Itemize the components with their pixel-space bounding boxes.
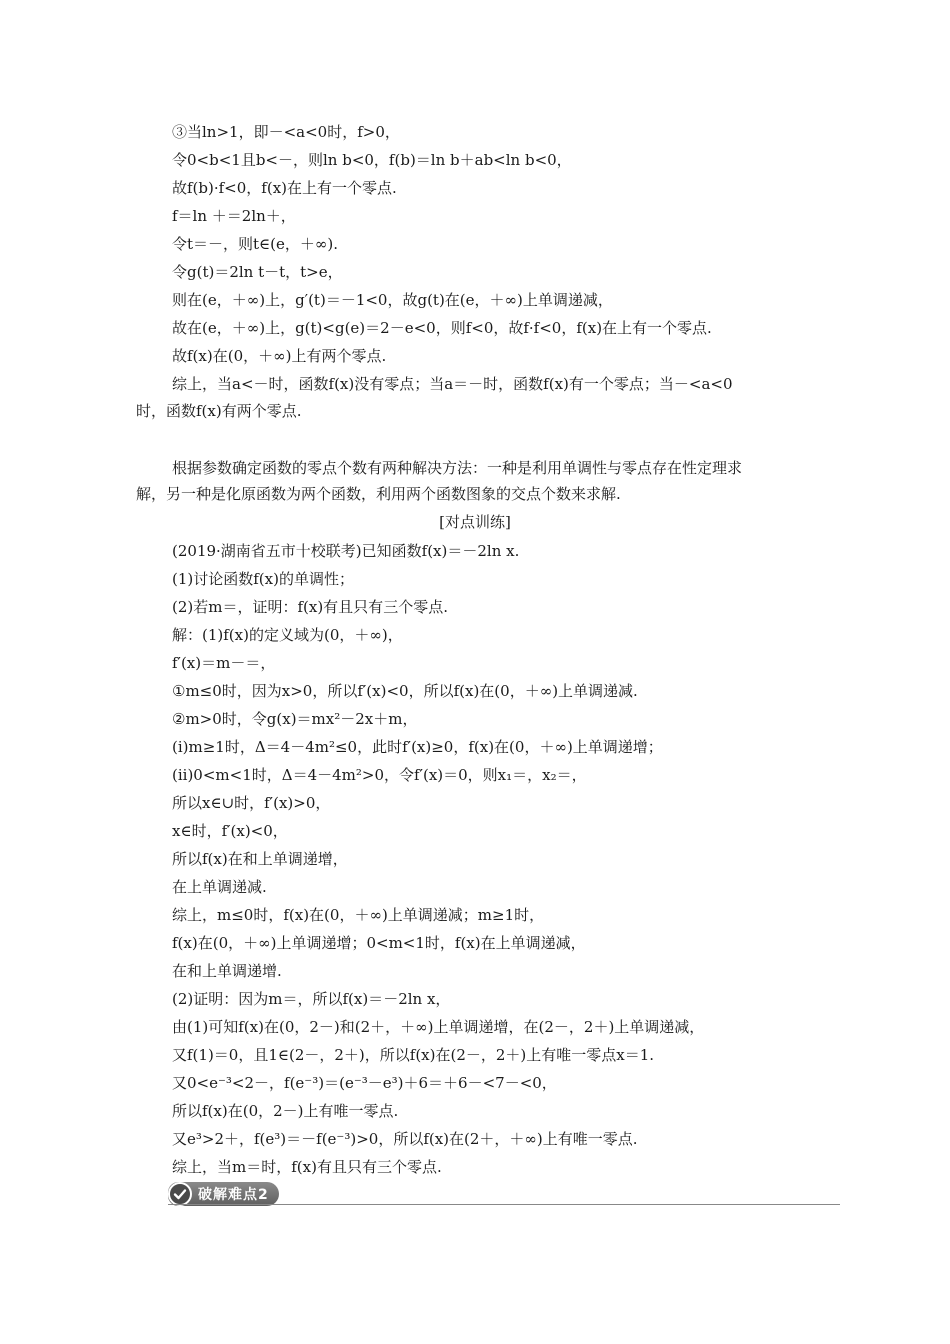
section-badge-pill — [168, 1182, 279, 1206]
text-line: f′(x)＝m－＝， — [172, 654, 276, 672]
text-line: 故f(b)·f<0，f(x)在上有一个零点. — [172, 179, 397, 197]
text-line: (1)讨论函数f(x)的单调性； — [172, 570, 354, 588]
text-line: 在和上单调递增. — [172, 962, 282, 980]
text-line: 又e³>2＋，f(e³)＝－f(e⁻³)>0，所以f(x)在(2＋，＋∞)上有唯一零点. — [172, 1130, 638, 1148]
text-line: (2)证明：因为m＝，所以f(x)＝－2ln x， — [172, 990, 451, 1008]
text-line: 解：(1)f(x)的定义域为(0，＋∞)， — [172, 626, 403, 644]
text-line: 综上，m≤0时，f(x)在(0，＋∞)上单调递减；m≥1时， — [172, 906, 545, 924]
text-line: 由(1)可知f(x)在(0，2－)和(2＋，＋∞)上单调递增，在(2－，2＋)上单调递减， — [172, 1018, 705, 1036]
text-line: 故f(x)在(0，＋∞)上有两个零点. — [172, 347, 387, 365]
text-line: 综上，当m＝时，f(x)有且只有三个零点. — [172, 1158, 442, 1176]
text-line: 又f(1)＝0，且1∈(2－，2＋)，所以f(x)在(2－，2＋)上有唯一零点x＝1. — [172, 1046, 655, 1064]
text-line: 所以f(x)在和上单调递增， — [172, 850, 348, 868]
text-line: ①m≤0时，因为x>0，所以f′(x)<0，所以f(x)在(0，＋∞)上单调递减. — [172, 682, 638, 700]
text-line: 又0<e⁻³<2－，f(e⁻³)＝(e⁻³－e³)＋6＝＋6－<7－<0， — [172, 1074, 557, 1092]
text-line: 令g(t)＝2ln t－t，t>e， — [172, 263, 343, 281]
text-line: 综上，当a<－时，函数f(x)没有零点；当a＝－时，函数f(x)有一个零点；当－<a<0 — [172, 375, 733, 393]
text-line: ③当ln>1，即－<a<0时，f>0， — [172, 123, 400, 141]
section-badge-label: 破解难点2 — [198, 1187, 269, 1203]
text-line: (2019·湖南省五市十校联考)已知函数f(x)＝－2ln x. — [172, 542, 520, 560]
text-line: x∈时，f′(x)<0， — [172, 822, 288, 840]
text-line: 令t＝－，则t∈(e，＋∞). — [172, 235, 339, 253]
text-line: 所以x∈∪时，f′(x)>0， — [172, 794, 331, 812]
section-divider — [168, 1204, 840, 1205]
text-line: 所以f(x)在(0，2－)上有唯一零点. — [172, 1102, 399, 1120]
text-line: (2)若m＝，证明：f(x)有且只有三个零点. — [172, 598, 448, 616]
text-line: (ii)0<m<1时，Δ＝4－4m²>0，令f′(x)＝0，则x₁＝，x₂＝， — [172, 766, 587, 784]
text-line: (i)m≥1时，Δ＝4－4m²≤0，此时f′(x)≥0，f(x)在(0，＋∞)上单调递增； — [172, 738, 663, 756]
method-summary-line: 解，另一种是化原函数为两个函数，利用两个函数图象的交点个数来求解. — [136, 485, 621, 503]
text-line: ②m>0时，令g(x)＝mx²－2x＋m， — [172, 710, 418, 728]
text-line: 令0<b<1且b<－，则ln b<0，f(b)＝ln b＋ab<ln b<0， — [172, 151, 572, 169]
text-line: 时，函数f(x)有两个零点. — [136, 402, 302, 420]
text-line: f(x)在(0，＋∞)上单调递增；0<m<1时，f(x)在上单调递减， — [172, 934, 586, 952]
text-line: 故在(e，＋∞)上，g(t)<g(e)＝2－e<0，则f<0，故f·f<0，f(x)在上有一个零点. — [172, 319, 712, 337]
text-line: f＝ln ＋＝2ln＋， — [172, 207, 296, 225]
text-line: 在上单调递减. — [172, 878, 267, 896]
training-title: [对点训练] — [439, 513, 511, 531]
check-icon — [168, 1182, 192, 1206]
method-summary-line: 根据参数确定函数的零点个数有两种解决方法：一种是利用单调性与零点存在性定理求 — [172, 459, 743, 477]
text-line: 则在(e，＋∞)上，g′(t)＝－1<0，故g(t)在(e，＋∞)上单调递减， — [172, 291, 613, 309]
